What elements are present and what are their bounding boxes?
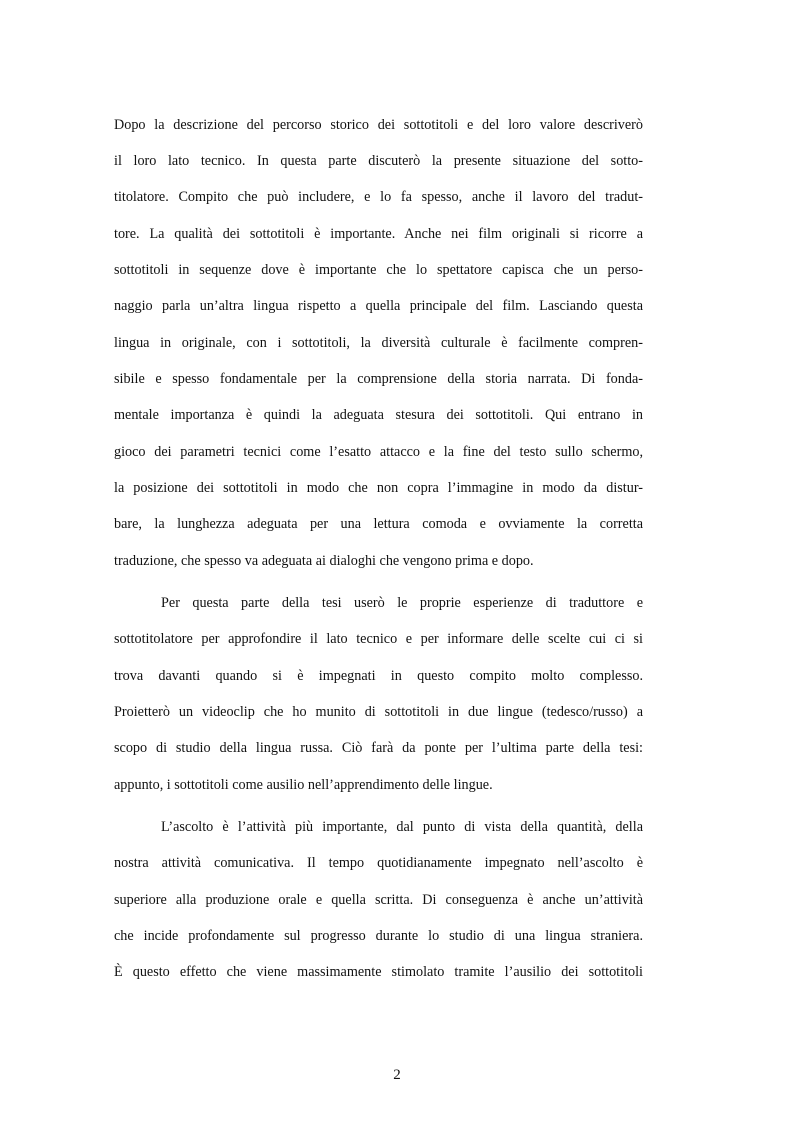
paragraph-1-line-1: Dopo la descrizione del percorso storico dei sottotitoli e del loro valore descriverò (114, 117, 643, 133)
paragraph-1-line-9: mentale importanza è quindi la adeguata stesura dei sottotitoli. Qui entrano in (114, 407, 643, 423)
paragraph-2-line-1: Per questa parte della tesi userò le proprie esperienze di traduttore e (161, 595, 643, 611)
paragraph-3-line-2: nostra attività comunicativa. Il tempo quotidianamente impegnato nell’ascolto è (114, 855, 643, 871)
page-number: 2 (393, 1067, 401, 1083)
paragraph-3-line-4: che incide profondamente sul progresso durante lo studio di una lingua straniera. (114, 928, 643, 944)
paragraph-2-line-5: scopo di studio della lingua russa. Ciò farà da ponte per l’ultima parte della tesi: (114, 740, 643, 756)
paragraph-1-line-4: tore. La qualità dei sottotitoli è importante. Anche nei film originali si ricorre a (114, 226, 643, 242)
paragraph-1-line-2: il loro lato tecnico. In questa parte discuterò la presente situazione del sotto- (114, 153, 643, 169)
paragraph-3-line-5: È questo effetto che viene massimamente stimolato tramite l’ausilio dei sottotitoli (114, 964, 643, 980)
paragraph-1-line-5: sottotitoli in sequenze dove è importante che lo spettatore capisca che un perso- (114, 262, 643, 278)
paragraph-1-line-12: bare, la lunghezza adeguata per una lettura comoda e ovviamente la corretta (114, 516, 643, 532)
paragraph-2-line-6: appunto, i sottotitoli come ausilio nell’apprendimento delle lingue. (114, 777, 493, 793)
paragraph-1-line-7: lingua in originale, con i sottotitoli, la diversità culturale è facilmente compren- (114, 335, 643, 351)
paragraph-1-line-10: gioco dei parametri tecnici come l’esatto attacco e la fine del testo sullo schermo, (114, 444, 643, 460)
paragraph-2-line-2: sottotitolatore per approfondire il lato tecnico e per informare delle scelte cui ci si (114, 631, 643, 647)
paragraph-1-line-8: sibile e spesso fondamentale per la comprensione della storia narrata. Di fonda- (114, 371, 643, 387)
paragraph-2-line-3: trova davanti quando si è impegnati in questo compito molto complesso. (114, 668, 643, 684)
paragraph-1-line-6: naggio parla un’altra lingua rispetto a quella principale del film. Lasciando questa (114, 298, 643, 314)
paragraph-1-line-13: traduzione, che spesso va adeguata ai dialoghi che vengono prima e dopo. (114, 553, 534, 569)
paragraph-3-line-3: superiore alla produzione orale e quella scritta. Di conseguenza è anche un’attività (114, 892, 643, 908)
paragraph-1-line-3: titolatore. Compito che può includere, e lo fa spesso, anche il lavoro del tradut- (114, 189, 643, 205)
paragraph-1-line-11: la posizione dei sottotitoli in modo che non copra l’immagine in modo da distur- (114, 480, 643, 496)
paragraph-3-line-1: L’ascolto è l’attività più importante, dal punto di vista della quantità, della (161, 819, 643, 835)
paragraph-2-line-4: Proietterò un videoclip che ho munito di sottotitoli in due lingue (tedesco/russo) a (114, 704, 643, 720)
